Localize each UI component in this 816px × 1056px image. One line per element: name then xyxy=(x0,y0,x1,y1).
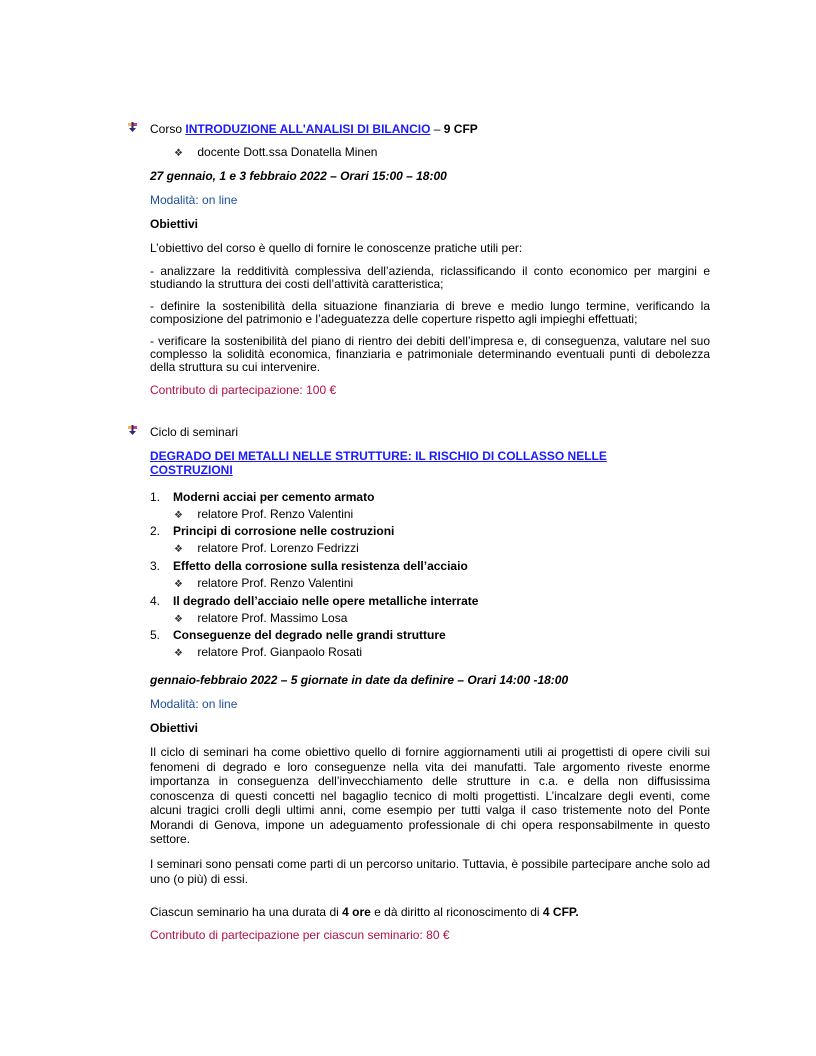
diamond-bullet-icon: ❖ xyxy=(174,148,183,159)
course1-teacher-item xyxy=(174,145,377,159)
seminar-number: 4. xyxy=(150,594,161,608)
seminar-speaker-item xyxy=(174,576,353,590)
course2-title-link-line1[interactable]: DEGRADO DEI METALLI NELLE STRUTTURE: IL RISCHIO DI COLLASSO NELLE xyxy=(150,449,607,463)
course1-fee: Contributo di partecipazione: 100 € xyxy=(150,383,337,397)
course2-duration xyxy=(150,905,579,919)
seminar-number: 5. xyxy=(150,628,161,642)
course2-fee: Contributo di partecipazione per ciascun seminario: 80 € xyxy=(150,928,450,942)
seminar-number: 1. xyxy=(150,490,161,504)
course1-prefix: Corso xyxy=(150,122,183,136)
course2-note: I seminari sono pensati come parti di un percorso unitario. Tuttavia, è possibile partecipare anche solo ad uno (o più) di essi. xyxy=(150,857,710,886)
seminar-number: 3. xyxy=(150,559,161,573)
seminar-speaker: relatore Prof. Massimo Losa xyxy=(197,611,348,625)
course1-heading xyxy=(150,122,478,136)
seminar-title: Effetto della corrosione sulla resistenza dell’acciaio xyxy=(173,559,468,573)
course1-mode: Modalità: on line xyxy=(150,193,238,207)
seminar-number: 2. xyxy=(150,524,161,538)
course2-schedule: gennaio-febbraio 2022 – 5 giornate in date da definire – Orari 14:00 -18:00 xyxy=(150,673,569,687)
seminar-speaker-item xyxy=(174,541,359,555)
course1-point: - definire la sostenibilità della situazione finanziaria di breve e medio lungo termine, verificando la composizione del patrimonio e l’adeguatezza delle coperture rispetto agli impieghi effettuati; xyxy=(150,299,710,326)
seminar-title: Principi di corrosione nelle costruzioni xyxy=(173,524,395,538)
seminar-title: Moderni acciai per cemento armato xyxy=(173,490,375,504)
course1-teacher: docente Dott.ssa Donatella Minen xyxy=(197,145,378,159)
diamond-bullet-icon: ❖ xyxy=(174,510,183,521)
diamond-bullet-icon: ❖ xyxy=(174,579,183,590)
diamond-bullet-icon: ❖ xyxy=(174,648,183,659)
seminar-speaker: relatore Prof. Renzo Valentini xyxy=(197,576,354,590)
course1-objectives-heading: Obiettivi xyxy=(150,217,199,231)
seminar-speaker-item xyxy=(174,507,353,521)
seminar-item xyxy=(150,628,446,642)
seminar-item xyxy=(150,490,374,504)
arrow-down-bullet-icon xyxy=(128,425,137,435)
seminar-speaker: relatore Prof. Lorenzo Fedrizzi xyxy=(197,541,359,555)
seminar-item xyxy=(150,594,478,608)
course2-objectives-heading: Obiettivi xyxy=(150,721,199,735)
course2-prefix: Ciclo di seminari xyxy=(150,425,239,439)
course2-description: Il ciclo di seminari ha come obiettivo quello di fornire aggiornamenti utili ai progettisti di opere civili sui fenomeni di degrado e loro conseguenze nella vita dei manufatti. Tale argomento riveste enorme importanza in conseguenza dell’invecchiamento delle strutture in c.a. e della non diffusissima conoscenza di questi concetti nel bagaglio tecnico di molti progettisti. L’incalzare degli eventi, come alcuni tragici crolli degli ultimi anni, come esempio per tutti valga il caso tristemente noto del Ponte Morandi di Genova, impone un adeguamento professionale di chi opera responsabilmente in questo settore. xyxy=(150,745,710,846)
seminar-title: Conseguenze del degrado nelle grandi strutture xyxy=(173,628,446,642)
duration-mid: e dà diritto al riconoscimento di xyxy=(374,905,540,919)
course2-title-link-line2[interactable]: COSTRUZIONI xyxy=(150,463,233,477)
course1-dash: – xyxy=(433,122,441,136)
seminar-speaker-item xyxy=(174,645,362,659)
diamond-bullet-icon: ❖ xyxy=(174,544,183,555)
seminar-item xyxy=(150,559,468,573)
seminar-item xyxy=(150,524,394,538)
seminar-title: Il degrado dell’acciaio nelle opere metalliche interrate xyxy=(173,594,479,608)
diamond-bullet-icon: ❖ xyxy=(174,614,183,625)
seminar-speaker: relatore Prof. Gianpaolo Rosati xyxy=(197,645,363,659)
duration-hours: 4 ore xyxy=(342,905,371,919)
course1-point: - analizzare la redditività complessiva dell’azienda, riclassificando il conto economico per margini e studiando la struttura dei costi dell’attività caratteristica; xyxy=(150,264,710,291)
duration-credits: 4 CFP. xyxy=(542,905,579,919)
course1-intro: L’obiettivo del corso è quello di fornire le conoscenze pratiche utili per: xyxy=(150,241,523,255)
duration-prefix: Ciascun seminario ha una durata di xyxy=(150,905,339,919)
course1-schedule: 27 gennaio, 1 e 3 febbraio 2022 – Orari 15:00 – 18:00 xyxy=(150,169,447,183)
seminar-speaker: relatore Prof. Renzo Valentini xyxy=(197,507,354,521)
course1-credits: 9 CFP xyxy=(443,122,478,136)
course1-point: - verificare la sostenibilità del piano di rientro dei debiti dell’impresa e, di conseguenza, valutare nel suo complesso la solidità economica, finanziaria e patrimoniale determinando eventuali punti di debolezza della struttura su cui intervenire. xyxy=(150,334,710,374)
arrow-down-bullet-icon xyxy=(128,122,137,132)
course1-title-link[interactable]: INTRODUZIONE ALL'ANALISI DI BILANCIO xyxy=(185,122,431,136)
course2-mode: Modalità: on line xyxy=(150,697,238,711)
seminar-speaker-item xyxy=(174,611,347,625)
